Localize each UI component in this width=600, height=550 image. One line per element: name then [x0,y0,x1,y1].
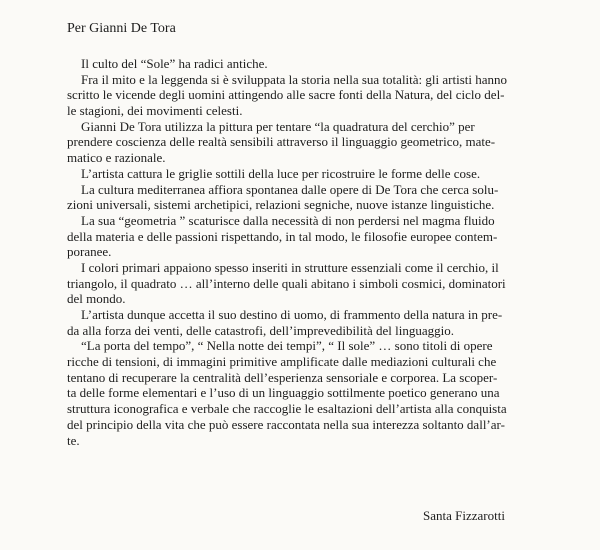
text-line: le stagioni, dei movimenti celesti. [67,103,243,119]
text-line: La sua “geometria ” scaturisce dalla necessità di non perdersi nel magma fluido [81,212,495,228]
signature: Santa Fizzarotti [423,508,505,523]
text-line: L’artista dunque accetta il suo destino di uomo, di frammento della natura in pre- [81,307,503,322]
text-line: ta delle forme elementari e l’uso di un linguaggio sottilmente poetico generano una [67,385,500,401]
text-line: I colori primari appaiono spesso inseriti in strutture essenziali come il cerchio, il [81,259,499,275]
text-line: prendere coscienza delle realtà sensibili attraverso il linguaggio geometrico, mate- [67,134,496,150]
text-line: scritto le vicende degli uomini attingendo alle sacre fonti della Natura, del ciclo del- [67,87,505,103]
text-line: matico e razionale. [67,150,166,166]
text-line: zioni universali, sistemi archetipici, relazioni segniche, nuove istanze linguistiche. [67,197,495,213]
text-line: struttura iconografica e verbale che raccoglie le esaltazioni dell’artista alla conquista [67,401,507,417]
text-line: L’artista cattura le griglie sottili della luce per ricostruire le forme delle cose. [81,165,481,181]
text-line: te. [67,432,80,448]
text-line: tentano di recuperare la centralità dell’esperienza sensoriale e corporea. La scoper- [67,369,498,385]
text-line: del mondo. [67,291,126,307]
text-line: “La porta del tempo”, “ Nella notte dei tempi”, “ Il sole” … sono titoli di opere [81,338,493,354]
text-line: poranee. [67,244,112,260]
text-line: ricche di tensioni, di immagini primitive amplificate dalle mediazioni culturali che [67,354,497,370]
text-line: della materia e delle passioni rispettando, in tal modo, le filosofie europee contem- [67,228,498,244]
text-line: La cultura mediterranea affiora spontanea dalle opere di De Tora che cerca solu- [81,181,499,197]
text-line: Il culto del “Sole” ha radici antiche. [81,56,268,71]
document-body [67,56,587,448]
text-line: Fra il mito e la leggenda si è sviluppata la storia nella sua totalità: gli artisti hanno [81,71,508,87]
document-title: Per Gianni De Tora [67,21,176,36]
text-line: Gianni De Tora utilizza la pittura per tentare “la quadratura del cerchio” per [81,118,475,134]
text-line: del principio della vita che può essere raccontata nella sua interezza soltanto dall’ar- [67,416,505,432]
text-line: da alla forza dei venti, delle catastrofi, dell’imprevedibilità del linguaggio. [67,322,454,338]
text-line: triangolo, il quadrato … all’interno delle quali abitano i simboli cosmici, dominatori [67,275,506,291]
